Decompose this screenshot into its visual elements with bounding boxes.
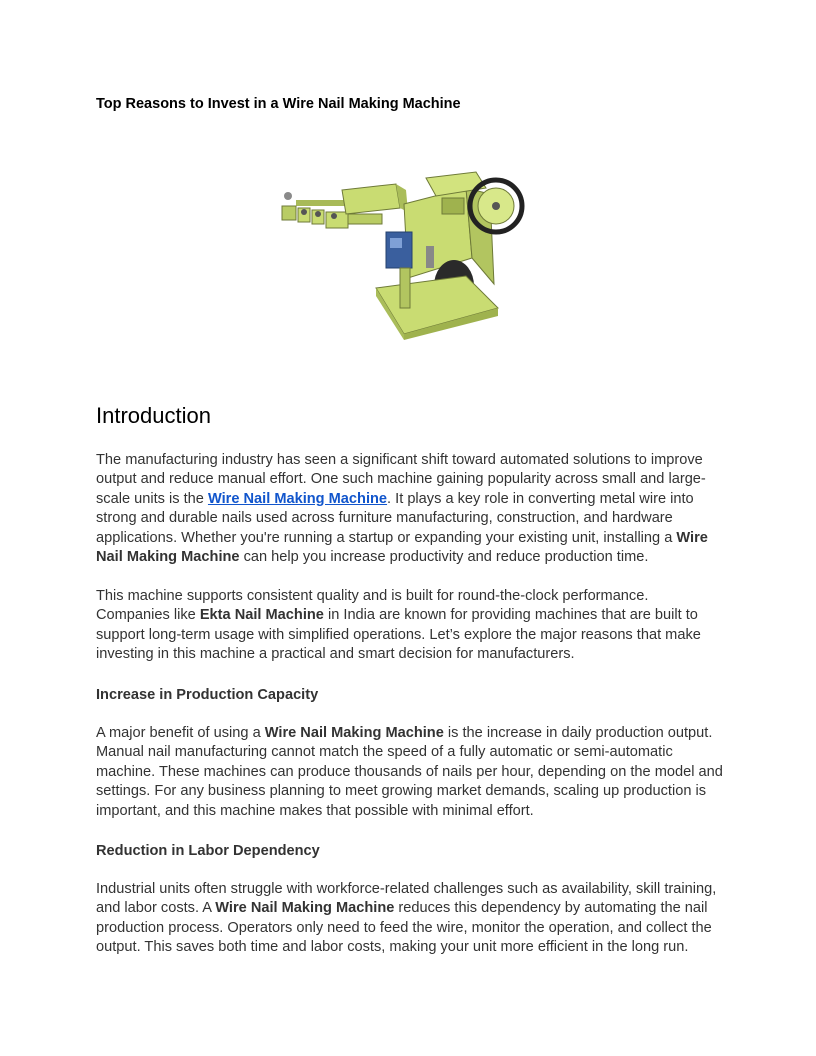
paragraph-labor xyxy=(96,880,726,958)
text-span: A major benefit of using a xyxy=(96,725,265,741)
text-span: Industrial units often struggle with workforce-related challenges such as availability, skill training, and labor costs. A xyxy=(96,881,717,917)
paragraph-production xyxy=(96,724,726,821)
text-span: in India are known for providing machines that are built to support long-term usage with simplified operations. Let’s explore the major reasons that make investing in this machine a practical and smart decision for manufacturers. xyxy=(96,607,701,663)
motor-box xyxy=(386,232,412,268)
paragraph-intro-1 xyxy=(96,451,726,567)
section-heading-labor: Reduction in Labor Dependency xyxy=(96,843,320,859)
document-title: Top Reasons to Invest in a Wire Nail Making Machine xyxy=(96,96,461,112)
machine-illustration xyxy=(276,168,546,340)
bold-text: Ekta Nail Machine xyxy=(199,607,324,624)
section-heading-introduction: Introduction xyxy=(96,403,211,428)
text-span: The manufacturing industry has seen a significant shift toward automated solutions to improve output and reduce manual effort. One such machine gaining popularity across small and large-scale units is the xyxy=(96,452,706,507)
text-span: . It plays a key role in converting metal wire into strong and durable nails used across furniture manufacturing, construction, and hardware applications. Whether you're running a startup or expanding your existing unit, installing a xyxy=(96,490,694,546)
text-span: can help you increase productivity and reduce production time. xyxy=(239,549,649,566)
text-span: reduces this dependency by automating the nail production process. Operators only need to feed the wire, monitor the operation, and collect the output. This saves both time and labor costs, making your unit more efficient in the long run. xyxy=(96,900,712,956)
wire-nail-machine-link[interactable]: Wire Nail Making Machine xyxy=(207,490,388,507)
bold-text: Wire Nail Making Machine xyxy=(96,529,708,566)
bold-text: Wire Nail Making Machine xyxy=(215,900,395,917)
text-span: This machine supports consistent quality and is built for round-the-clock performance. Companies like xyxy=(96,588,649,624)
machine-image xyxy=(276,168,546,340)
section-heading-production: Increase in Production Capacity xyxy=(96,687,319,703)
text-span: is the increase in daily production output. Manual nail manufacturing cannot match the speed of a fully automatic or semi-automatic machine. These machines can produce thousands of nails per hour, depending on the model and settings. For any business planning to meet growing market demands, scaling up production is important, and this machine makes that possible with minimal effort. xyxy=(96,725,723,819)
bold-text: Wire Nail Making Machine xyxy=(264,725,444,741)
paragraph-intro-2 xyxy=(96,587,726,665)
